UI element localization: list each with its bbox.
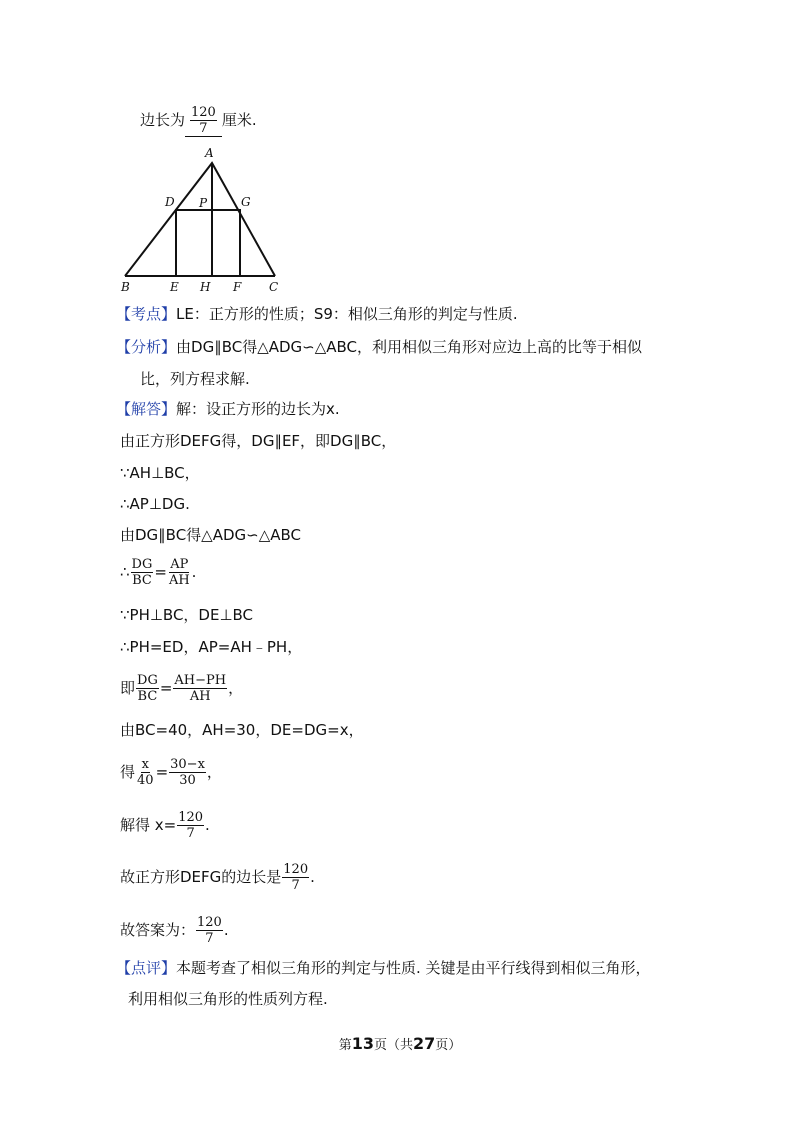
fenxi-line-2: 比，列方程求解. [140, 370, 250, 388]
step-13 [120, 915, 229, 946]
step-11-den: 7 [186, 826, 195, 841]
step-11-suffix: . [205, 816, 210, 834]
triangle-sides [125, 163, 275, 276]
footer-prefix: 第 [338, 1038, 352, 1053]
dianping-tag: 【点评】 [116, 959, 177, 977]
kaodian-text: LE：正方形的性质；S9：相似三角形的判定与性质. [176, 305, 518, 323]
footer-total-pages: 27 [413, 1034, 436, 1053]
label-C: C [269, 280, 279, 293]
step-8-suffix: ， [228, 679, 244, 697]
answer-line [140, 105, 257, 137]
page-footer [0, 1034, 800, 1053]
answer-numerator: 120 [191, 105, 216, 120]
step-10-den-2: 30 [179, 773, 196, 788]
answer-denominator: 7 [199, 121, 208, 136]
step-8-den-1: BC [137, 689, 158, 704]
fenxi-line-1 [116, 336, 642, 358]
step-5-num-2: AP [170, 557, 189, 572]
square-defg [176, 210, 240, 276]
step-12-num: 120 [283, 862, 309, 877]
kaodian-tag: 【考点】 [116, 305, 177, 323]
step-1: 由正方形DEFG得，DG∥EF，即DG∥BC， [120, 432, 397, 450]
step-12-suffix: . [310, 868, 315, 886]
jieda-line [116, 398, 340, 420]
footer-page-number: 13 [351, 1034, 374, 1053]
step-12 [120, 862, 315, 893]
step-8-num-1: DG [137, 673, 158, 688]
step-11 [120, 810, 210, 841]
footer-middle: 页（共 [373, 1038, 413, 1053]
step-13-prefix: 故答案为： [120, 921, 196, 939]
step-5-den-2: AH [168, 573, 190, 588]
label-F: F [233, 280, 242, 293]
step-10-eq: = [155, 763, 169, 781]
jieda-tag: 【解答】 [116, 400, 177, 418]
step-13-num: 120 [197, 915, 222, 930]
step-10-suffix: ， [206, 763, 222, 781]
step-5-eq: = [154, 563, 167, 581]
step-8-num-2: AH−PH [174, 673, 227, 688]
label-D: D [165, 195, 175, 209]
jieda-text: 解：设正方形的边长为x. [176, 400, 340, 418]
step-11-num: 120 [178, 810, 204, 825]
label-G: G [241, 195, 251, 209]
label-B: B [121, 280, 130, 293]
step-8-eq: = [159, 679, 173, 697]
step-10 [120, 757, 222, 788]
step-5-num-1: DG [131, 557, 153, 572]
footer-suffix: 页） [435, 1038, 462, 1053]
step-5-suffix: . [191, 563, 197, 581]
step-2: ∵AH⊥BC， [120, 464, 200, 482]
step-3: ∴AP⊥DG. [120, 495, 190, 513]
step-6: ∵PH⊥BC，DE⊥BC [120, 606, 254, 624]
step-12-den: 7 [291, 878, 300, 893]
dianping-line-2: 利用相似三角形的性质列方程. [128, 990, 328, 1008]
step-8-prefix: 即 [120, 679, 136, 697]
fenxi-tag: 【分析】 [116, 338, 177, 356]
step-12-prefix: 故正方形DEFG的边长是 [120, 868, 282, 886]
answer-blank [185, 105, 222, 137]
step-11-prefix: 解得 x= [120, 816, 177, 834]
answer-prefix: 边长为 [140, 111, 186, 129]
dianping-line-1 [116, 957, 651, 979]
kaodian-line [116, 303, 518, 325]
step-10-den-1: 40 [137, 773, 154, 788]
step-5 [120, 557, 196, 588]
step-9: 由BC=40，AH=30，DE=DG=x， [120, 721, 364, 739]
step-10-num-1: x [141, 757, 149, 772]
step-7: ∴PH=ED，AP=AH﹣PH， [120, 638, 303, 656]
triangle-square-figure [115, 143, 295, 293]
step-5-prefix: ∴ [120, 563, 130, 581]
label-P: P [199, 196, 208, 210]
step-4: 由DG∥BC得△ADG∽△ABC [120, 526, 302, 544]
label-E: E [170, 280, 179, 293]
step-10-prefix: 得 [120, 763, 136, 781]
dianping-text-1: 本题考查了相似三角形的判定与性质. 关键是由平行线得到相似三角形， [176, 959, 651, 977]
step-8-den-2: AH [189, 689, 211, 704]
step-13-suffix: . [223, 921, 229, 939]
fenxi-text-1: 由DG∥BC得△ADG∽△ABC，利用相似三角形对应边上高的比等于相似 [176, 338, 643, 356]
step-5-den-1: BC [132, 573, 152, 588]
step-13-den: 7 [205, 931, 214, 946]
step-8 [120, 673, 243, 704]
label-A: A [205, 146, 214, 160]
label-H: H [200, 280, 211, 293]
answer-suffix: 厘米. [221, 111, 257, 129]
step-10-num-2: 30−x [170, 757, 205, 772]
